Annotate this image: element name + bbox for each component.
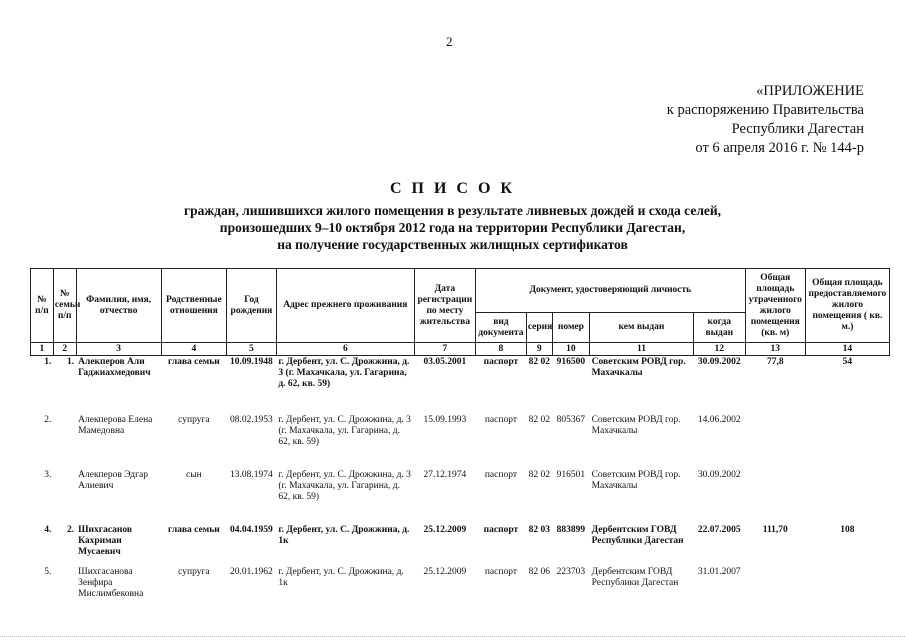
cell-doc-series: 82 06 <box>528 566 550 577</box>
cell-family-num <box>53 469 76 524</box>
cell-doc-issuer: Дербентским ГОВД Республики Дагестан <box>591 524 684 546</box>
cell-doc-type: паспорт <box>483 524 519 535</box>
citizens-table <box>30 268 890 618</box>
cell-lost-area: 77,8 <box>766 357 784 367</box>
cell-reg-date: 15.09.1993 <box>423 414 467 425</box>
page-bottom-edge <box>0 636 905 641</box>
appendix-header <box>600 82 864 158</box>
header-doc-type: вид документа <box>476 313 527 343</box>
table-row <box>31 469 890 524</box>
col-number: 6 <box>276 343 414 356</box>
cell-doc-number: 883899 <box>556 524 586 535</box>
col-number: 5 <box>227 343 277 356</box>
cell-birth-year: 10.09.1948 <box>230 357 273 367</box>
cell-relation: супруга <box>178 414 210 425</box>
cell-doc-date: 30.09.2002 <box>697 357 741 367</box>
document-title: С П И С О К <box>389 180 516 197</box>
cell-birth-year: 04.04.1959 <box>230 524 273 535</box>
cell-doc-series: 82 02 <box>528 357 550 367</box>
cell-doc-date: 14.06.2002 <box>697 414 741 425</box>
cell-relation: супруга <box>178 566 210 577</box>
subtitle-line-2: произошедших 9–10 октября 2012 года на территории Республики Дагестан, <box>219 220 686 235</box>
header-doc-series: серия <box>526 313 552 343</box>
cell-reg-date: 25.12.2009 <box>423 524 467 535</box>
header-provided-area: Общая площадь предоставляемого жилого помещения ( кв. м.) <box>805 269 889 343</box>
cell-num: 3. <box>44 469 52 480</box>
cell-relation: сын <box>186 469 202 480</box>
header-doc-issuer: кем выдан <box>590 313 694 343</box>
header-doc-number: номер <box>552 313 589 343</box>
cell-doc-series: 82 02 <box>528 414 550 425</box>
cell-name: Алекперов Эдгар Алиевич <box>78 469 148 491</box>
cell-num: 1. <box>44 357 52 367</box>
cell-family-num: 2. <box>67 524 75 535</box>
col-number: 3 <box>76 343 161 356</box>
cell-reg-date: 27.12.1974 <box>423 469 467 480</box>
cell-address: г. Дербент, ул. С. Дрожжина, д. 1к <box>278 566 404 588</box>
cell-doc-type: паспорт <box>484 414 517 425</box>
cell-lost-area <box>745 414 805 469</box>
cell-provided-area <box>805 469 889 524</box>
header-reg-date: Дата регистрации по месту жительства <box>414 269 475 343</box>
cell-doc-date: 31.01.2007 <box>697 566 741 577</box>
cell-doc-number: 916500 <box>556 357 586 367</box>
header-name: Фамилия, имя, отчество <box>76 269 161 343</box>
col-number: 12 <box>693 343 745 356</box>
table-row <box>31 566 890 618</box>
cell-doc-series: 82 03 <box>528 524 550 535</box>
cell-doc-issuer: Советским РОВД гор. Махачкалы <box>591 469 681 491</box>
cell-relation: глава семьи <box>168 524 220 535</box>
cell-num: 5. <box>44 566 52 577</box>
document-subtitle <box>0 202 905 253</box>
page-number: 2 <box>446 34 453 49</box>
cell-doc-issuer: Советским РОВД гор. Махачкалы <box>591 357 686 378</box>
table-row <box>31 356 890 414</box>
cell-lost-area <box>745 566 805 618</box>
col-number: 9 <box>526 343 552 356</box>
header-num: № п/п <box>31 269 54 343</box>
subtitle-line-3: на получение государственных жилищных сертификатов <box>277 237 628 252</box>
cell-provided-area: 108 <box>840 524 855 535</box>
cell-name: Шихгасанов Кахриман Мусаевич <box>78 524 133 557</box>
subtitle-line-1: граждан, лишившихся жилого помещения в результате ливневых дождей и схода селей, <box>183 203 722 218</box>
appendix-line-4: от 6 апреля 2016 г. № 144-р <box>695 140 864 156</box>
col-number: 7 <box>414 343 475 356</box>
header-birth-year: Год рождения <box>227 269 277 343</box>
cell-doc-date: 22.07.2005 <box>697 524 741 535</box>
appendix-line-3: Республики Дагестан <box>731 121 864 137</box>
cell-birth-year: 20.01.1962 <box>230 566 273 577</box>
cell-name: Шихгасанова Зенфира Мислимбековна <box>78 566 144 599</box>
appendix-line-2: к распоряжению Правительства <box>666 102 864 118</box>
col-number: 1 <box>31 343 54 356</box>
cell-doc-number: 805367 <box>556 414 586 425</box>
col-number: 10 <box>552 343 589 356</box>
col-number: 4 <box>161 343 226 356</box>
cell-address: г. Дербент, ул. С. Дрожжина, д. 3 (г. Махачкала, ул. Гагарина, д. 62, кв. 59) <box>278 469 411 502</box>
header-doc-date: когда выдан <box>693 313 745 343</box>
cell-doc-type: паспорт <box>484 469 517 480</box>
header-family-num: № семьи п/п <box>53 269 76 343</box>
cell-birth-year: 13.08.1974 <box>230 469 273 480</box>
cell-provided-area <box>805 414 889 469</box>
cell-doc-number: 223703 <box>556 566 586 577</box>
cell-doc-type: паспорт <box>483 357 519 367</box>
appendix-line-1: «ПРИЛОЖЕНИЕ <box>756 83 864 99</box>
cell-reg-date: 03.05.2001 <box>423 357 467 367</box>
col-number: 2 <box>53 343 76 356</box>
col-number: 13 <box>745 343 805 356</box>
header-address: Адрес прежнего проживания <box>276 269 414 343</box>
cell-lost-area: 111,70 <box>762 524 788 535</box>
cell-doc-number: 916501 <box>556 469 586 480</box>
cell-doc-issuer: Дербентским ГОВД Республики Дагестан <box>591 566 679 588</box>
cell-name: Алекперова Елена Мамедовна <box>78 414 153 436</box>
col-number: 11 <box>590 343 694 356</box>
cell-num: 4. <box>44 524 52 535</box>
cell-birth-year: 08.02.1953 <box>230 414 273 425</box>
header-lost-area: Общая площадь утраченного жилого помещения (кв. м) <box>745 269 805 343</box>
cell-lost-area <box>745 469 805 524</box>
cell-doc-type: паспорт <box>484 566 517 577</box>
cell-reg-date: 25.12.2009 <box>423 566 467 577</box>
cell-name: Алекперов Али Гаджиахмедович <box>78 357 151 378</box>
cell-provided-area: 54 <box>842 357 853 367</box>
cell-doc-series: 82 02 <box>528 469 550 480</box>
cell-address: г. Дербент, ул. С. Дрожжина, д. 3 (г. Махачкала, ул. Гагарина, д. 62, кв. 59) <box>278 357 410 389</box>
header-document: Документ, удостоверяющий личность <box>476 269 746 313</box>
cell-relation: глава семьи <box>168 357 220 367</box>
col-number: 14 <box>805 343 889 356</box>
cell-family-num <box>53 566 76 618</box>
cell-address: г. Дербент, ул. С. Дрожжина, д. 3 (г. Махачкала, ул. Гагарина, д. 62, кв. 59) <box>278 414 411 447</box>
col-number: 8 <box>476 343 527 356</box>
table-row <box>31 524 890 566</box>
cell-family-num <box>53 414 76 469</box>
cell-address: г. Дербент, ул. С. Дрожжина, д. 1к <box>278 524 410 546</box>
cell-doc-date: 30.09.2002 <box>697 469 741 480</box>
cell-num: 2. <box>44 414 52 425</box>
table-row <box>31 414 890 469</box>
header-relation: Родственные отношения <box>161 269 226 343</box>
cell-provided-area <box>805 566 889 618</box>
cell-doc-issuer: Советским РОВД гор. Махачкалы <box>591 414 681 436</box>
cell-family-num: 1. <box>67 357 75 367</box>
